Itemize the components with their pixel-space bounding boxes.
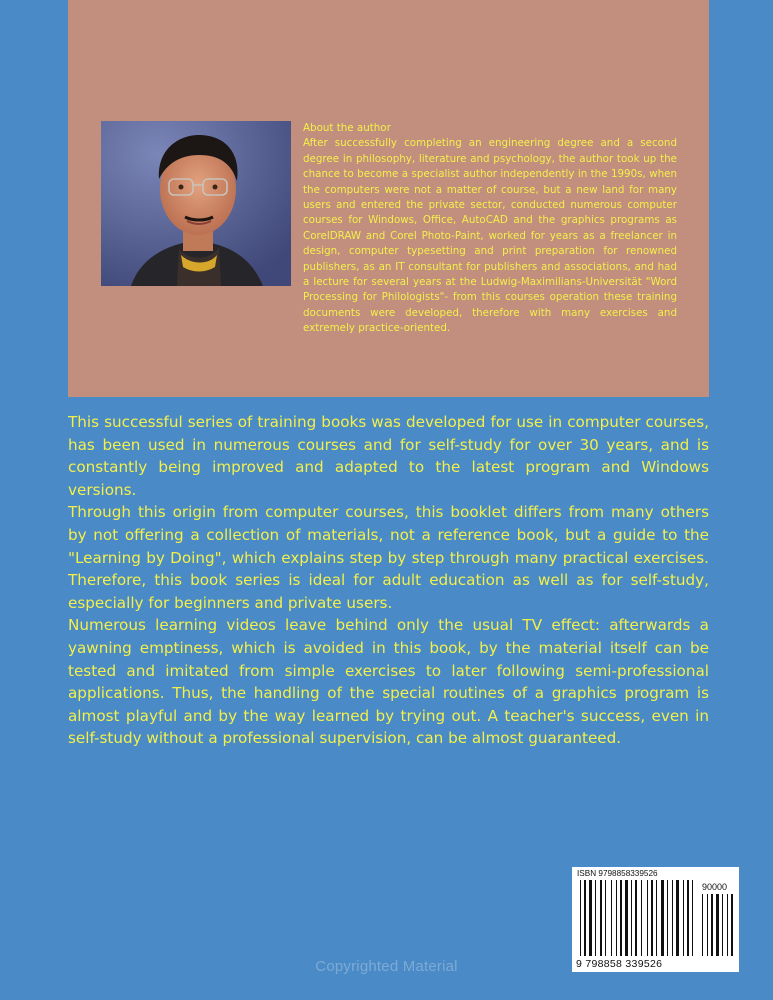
barcode-bar bbox=[676, 880, 679, 956]
isbn-barcode bbox=[572, 867, 739, 972]
barcode-addon-bar bbox=[711, 894, 713, 956]
barcode-bar bbox=[600, 880, 602, 956]
description-paragraph: Numerous learning videos leave behind only the usual TV effect: afterwards a yawning emptiness, which is avoided in this book, by the material itself can be tested and imitated from simple exercises to later following semi-professional applications. Thus, the handling of the special routines of a graphics program is almost playful and by the way learned by trying out. A teacher's success, even in self-study without a professional supervision, can be almost guaranteed. bbox=[68, 616, 709, 748]
author-heading: About the author bbox=[303, 122, 391, 134]
barcode-bar bbox=[651, 880, 653, 956]
barcode-bar bbox=[647, 880, 648, 956]
barcode-bar bbox=[589, 880, 592, 956]
description-paragraph: This successful series of training books was developed for use in computer courses, has been used in numerous courses and for self-study for over 30 years, and is constantly being improved and adapted to the latest program and Windows versions. bbox=[68, 413, 709, 499]
barcode-bar bbox=[584, 880, 586, 956]
barcode-bar bbox=[667, 880, 668, 956]
barcode-addon-bar bbox=[707, 894, 708, 956]
barcode-bar bbox=[605, 880, 606, 956]
barcode-bar bbox=[641, 880, 642, 956]
barcode-bar bbox=[692, 880, 693, 956]
barcode-addon-bar bbox=[727, 894, 728, 956]
barcode-addon-bar bbox=[716, 894, 719, 956]
book-description bbox=[68, 411, 709, 750]
barcode-bar bbox=[635, 880, 637, 956]
barcode-digits: 9 798858 339526 bbox=[576, 958, 663, 970]
barcode-addon-bar bbox=[702, 894, 703, 956]
barcode-bar bbox=[625, 880, 628, 956]
barcode-bar bbox=[631, 880, 632, 956]
barcode-addon-bar bbox=[731, 894, 733, 956]
price-addon-code: 90000 bbox=[702, 882, 728, 892]
author-bio-text: After successfully completing an engineering degree and a second degree in philosophy, literature and psychology, the author took up the chance to become a specialist author independently in the 1990s, when the computers were not a matter of course, but a new land for many users and entered the private sector, conducted numerous computer courses for Windows, Office, AutoCAD and the graphics programs as CorelDRAW and Corel Photo-Paint, worked for years as a freelancer in design, computer typesetting and print preparation for renowned publishers, as an IT consultant for publishers and associations, and had a lecture for several years at the Ludwig-Maximilians-Universität "Word Processing for Philologists"- from this courses operation these training documents were developed, therefore with many exercises and extremely practice-oriented. bbox=[303, 137, 677, 335]
barcode-bar bbox=[656, 880, 657, 956]
barcode-bar bbox=[661, 880, 664, 956]
author-photo bbox=[101, 121, 291, 286]
copyright-watermark-bottom: Copyrighted Material bbox=[315, 958, 458, 975]
barcode-bar bbox=[595, 880, 596, 956]
barcode-addon-bar bbox=[722, 894, 723, 956]
barcode-bar bbox=[672, 880, 673, 956]
isbn-label: ISBN 9798858339526 bbox=[577, 869, 658, 878]
barcode-bar bbox=[620, 880, 622, 956]
barcode-bar bbox=[611, 880, 612, 956]
author-portrait-image bbox=[101, 121, 291, 286]
description-paragraph: Through this origin from computer courses, this booklet differs from many others by not offering a collection of materials, not a reference book, but a guide to the "Learning by Doing", which explains step by step through many practical exercises. Therefore, this book series is ideal for adult education as well as for self-study, especially for beginners and private users. bbox=[68, 503, 709, 612]
barcode-bar bbox=[683, 880, 684, 956]
barcode-bar bbox=[616, 880, 617, 956]
barcode-bar bbox=[580, 880, 581, 956]
barcode-bar bbox=[687, 880, 689, 956]
author-bio-block bbox=[303, 121, 677, 337]
